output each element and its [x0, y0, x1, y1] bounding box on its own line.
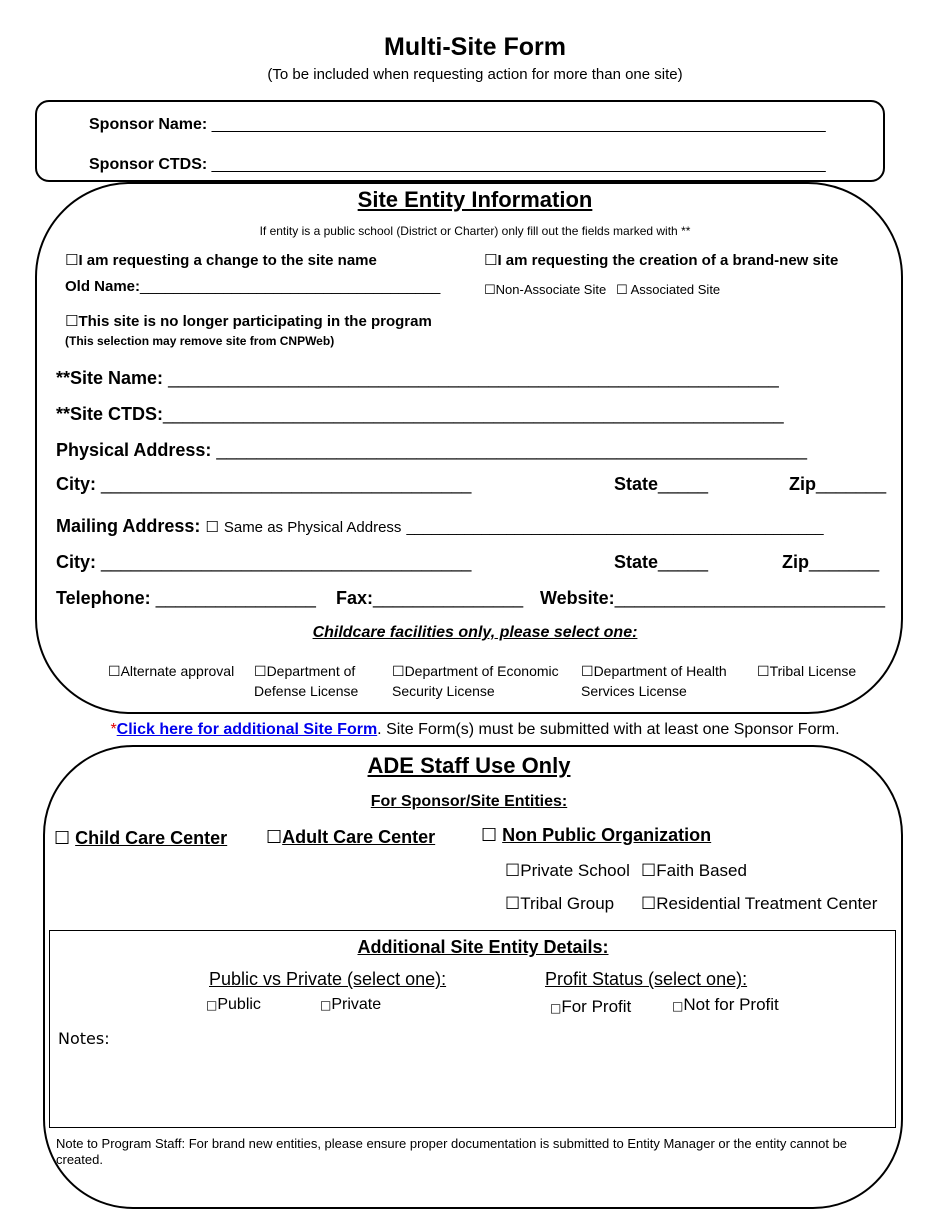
website-label: Website: [540, 588, 615, 608]
new-site-checkbox[interactable]: ☐ [484, 251, 498, 269]
telephone-blank[interactable]: ________________ [155, 588, 316, 608]
childcare-option-health-services[interactable] [581, 662, 727, 701]
sponsor-name-blank[interactable]: _____________________________________________________________________ [211, 116, 826, 133]
for-profit-label: For Profit [561, 997, 632, 1016]
childcare-option-tribal-license[interactable] [757, 662, 856, 682]
site-ctds-blank[interactable]: ______________________________________________________________ [163, 404, 784, 424]
residential-treatment-checkbox[interactable]: ☐ [641, 894, 657, 914]
mailing-city-label: City: [56, 552, 96, 572]
program-staff-note: Note to Program Staff: For brand new entities, please ensure proper documentation is submitted to Entity Manager or the entity cannot be created. [56, 1136, 848, 1167]
site-name-field[interactable] [56, 368, 779, 389]
site-name-label: **Site Name: [56, 368, 164, 388]
public-school-note: If entity is a public school (District or Charter) only fill out the fields marked with ** [259, 224, 691, 238]
faith-based-checkbox[interactable]: ☐ [641, 861, 657, 881]
non-public-org-checkbox[interactable]: ☐ [481, 825, 498, 846]
additional-site-form-line [0, 721, 950, 739]
private-checkbox[interactable]: □ [320, 998, 332, 1012]
old-name-label: Old Name: [65, 278, 141, 295]
change-site-name-option[interactable] [65, 251, 377, 269]
no-longer-participating-label: This site is no longer participating in the program [78, 313, 432, 330]
state-field[interactable] [614, 474, 708, 495]
telephone-field[interactable] [56, 588, 316, 609]
city-field[interactable] [56, 474, 471, 495]
city-label: City: [56, 474, 96, 494]
state-blank[interactable]: _____ [658, 474, 709, 494]
associated-checkbox[interactable]: ☐ [616, 283, 628, 298]
sponsor-site-entities-heading: For Sponsor/Site Entities: [370, 793, 568, 810]
sponsor-ctds-blank[interactable]: _____________________________________________________________________ [211, 156, 826, 173]
page-title: Multi-Site Form [384, 33, 566, 61]
child-care-center-checkbox[interactable]: ☐ [54, 828, 71, 849]
zip-field[interactable] [789, 474, 886, 495]
defense-label-line2: Defense License [254, 683, 359, 699]
mailing-city-blank[interactable]: _____________________________________ [101, 552, 472, 572]
ade-staff-heading: ADE Staff Use Only [367, 753, 571, 778]
page-subtitle: (To be included when requesting action for more than one site) [267, 66, 683, 83]
not-for-profit-checkbox[interactable]: □ [672, 999, 684, 1013]
economic-security-label-line2: Security License [392, 683, 495, 699]
old-name-field[interactable] [65, 278, 440, 295]
non-public-org-option[interactable] [481, 825, 711, 846]
adult-care-center-option[interactable] [266, 827, 435, 848]
mailing-zip-field[interactable] [782, 552, 879, 573]
state-label: State [614, 474, 659, 494]
economic-security-checkbox[interactable]: ☐ [392, 664, 405, 680]
sponsor-ctds-label: Sponsor CTDS: [89, 156, 208, 173]
private-option[interactable] [320, 996, 381, 1014]
mailing-address-blank[interactable]: __________________________________________________ [406, 519, 824, 536]
private-school-label: Private School [520, 861, 630, 880]
no-longer-participating-note: (This selection may remove site from CNPWeb) [65, 334, 335, 348]
childcare-option-defense[interactable] [254, 662, 358, 701]
fax-field[interactable] [336, 588, 523, 609]
telephone-label: Telephone: [56, 588, 151, 608]
tribal-group-label: Tribal Group [520, 894, 615, 913]
sponsor-name-label: Sponsor Name: [89, 116, 208, 133]
required-asterisk: * [110, 721, 117, 738]
childcare-heading: Childcare facilities only, please select one: [312, 624, 638, 641]
health-services-label-line2: Services License [581, 683, 687, 699]
sponsor-name-field[interactable] [89, 116, 826, 134]
website-blank[interactable]: ___________________________ [614, 588, 885, 608]
tribal-group-option[interactable] [505, 894, 614, 914]
site-ctds-field[interactable] [56, 404, 784, 425]
defense-label-line1: Department of [266, 663, 356, 679]
new-site-label: I am requesting the creation of a brand-new site [497, 252, 839, 269]
public-private-label: Public vs Private (select one): [209, 969, 447, 989]
residential-treatment-label: Residential Treatment Center [656, 894, 878, 913]
same-as-physical-label: Same as Physical Address [223, 519, 402, 536]
mailing-state-blank[interactable]: _____ [658, 552, 709, 572]
non-associate-option[interactable] [484, 282, 606, 298]
old-name-blank[interactable]: ____________________________________ [140, 278, 441, 295]
site-name-blank[interactable]: _____________________________________________________________ [168, 368, 779, 388]
physical-address-label: Physical Address: [56, 440, 212, 460]
no-longer-participating-option[interactable] [65, 312, 432, 330]
mailing-state-field[interactable] [614, 552, 708, 573]
notes-area[interactable] [110, 1028, 885, 1120]
mailing-zip-blank[interactable]: _______ [809, 552, 880, 572]
defense-checkbox[interactable]: ☐ [254, 664, 267, 680]
tribal-license-checkbox[interactable]: ☐ [757, 664, 770, 680]
non-associate-checkbox[interactable]: ☐ [484, 283, 496, 298]
new-site-option[interactable] [484, 251, 838, 269]
tribal-group-checkbox[interactable]: ☐ [505, 894, 521, 914]
sponsor-ctds-field[interactable] [89, 156, 826, 174]
not-for-profit-option[interactable] [672, 995, 779, 1015]
tribal-license-label: Tribal License [769, 663, 857, 679]
associated-option[interactable] [616, 282, 720, 298]
public-option[interactable] [206, 996, 261, 1014]
site-ctds-label: **Site CTDS: [56, 404, 164, 424]
public-label: Public [217, 996, 261, 1013]
zip-blank[interactable]: _______ [816, 474, 887, 494]
adult-care-center-checkbox[interactable]: ☐ [266, 827, 283, 848]
adult-care-center-label: Adult Care Center [282, 827, 436, 847]
health-services-label-line1: Department of Health [593, 663, 727, 679]
for-profit-checkbox[interactable]: □ [550, 1001, 562, 1015]
child-care-center-option[interactable] [54, 828, 227, 849]
zip-label: Zip [789, 474, 816, 494]
mailing-zip-label: Zip [782, 552, 809, 572]
faith-based-option[interactable] [641, 861, 747, 881]
mailing-address-label: Mailing Address: [56, 516, 201, 536]
childcare-option-alternate-approval[interactable] [108, 662, 234, 682]
non-associate-label: Non-Associate Site [495, 282, 607, 297]
profit-status-label: Profit Status (select one): [545, 969, 748, 989]
economic-security-label-line1: Department of Economic [404, 663, 559, 679]
public-checkbox[interactable]: □ [206, 998, 218, 1012]
for-profit-option[interactable] [550, 997, 631, 1017]
non-public-org-label: Non Public Organization [502, 825, 712, 845]
associated-label: Associated Site [630, 282, 721, 297]
notes-label: Notes: [58, 1029, 110, 1048]
alternate-approval-label: Alternate approval [120, 663, 235, 679]
private-school-checkbox[interactable]: ☐ [505, 861, 521, 881]
change-site-name-label: I am requesting a change to the site name [78, 252, 377, 269]
mailing-city-field[interactable] [56, 552, 471, 573]
private-label: Private [331, 996, 382, 1013]
child-care-center-label: Child Care Center [75, 828, 228, 848]
same-as-physical-checkbox[interactable]: ☐ [205, 518, 219, 536]
physical-address-blank[interactable]: ___________________________________________________________ [216, 440, 808, 460]
physical-address-field[interactable] [56, 440, 807, 461]
site-entity-heading: Site Entity Information [357, 187, 593, 212]
additional-site-form-link[interactable]: Click here for additional Site Form [116, 721, 378, 738]
fax-blank[interactable]: _______________ [373, 588, 524, 608]
additional-details-heading: Additional Site Entity Details: [357, 937, 609, 957]
alternate-approval-checkbox[interactable]: ☐ [108, 664, 121, 680]
mailing-address-field[interactable] [56, 516, 824, 537]
fax-label: Fax: [336, 588, 374, 608]
city-blank[interactable]: _____________________________________ [101, 474, 472, 494]
no-longer-participating-checkbox[interactable]: ☐ [65, 312, 79, 330]
mailing-state-label: State [614, 552, 659, 572]
childcare-option-economic-security[interactable] [392, 662, 559, 701]
change-site-name-checkbox[interactable]: ☐ [65, 251, 79, 269]
not-for-profit-label: Not for Profit [683, 995, 779, 1014]
faith-based-label: Faith Based [656, 861, 747, 880]
additional-site-form-note: . Site Form(s) must be submitted with at least one Sponsor Form. [377, 721, 840, 738]
website-field[interactable] [540, 588, 885, 609]
residential-treatment-option[interactable] [641, 894, 877, 914]
health-services-checkbox[interactable]: ☐ [581, 664, 594, 680]
private-school-option[interactable] [505, 861, 630, 881]
